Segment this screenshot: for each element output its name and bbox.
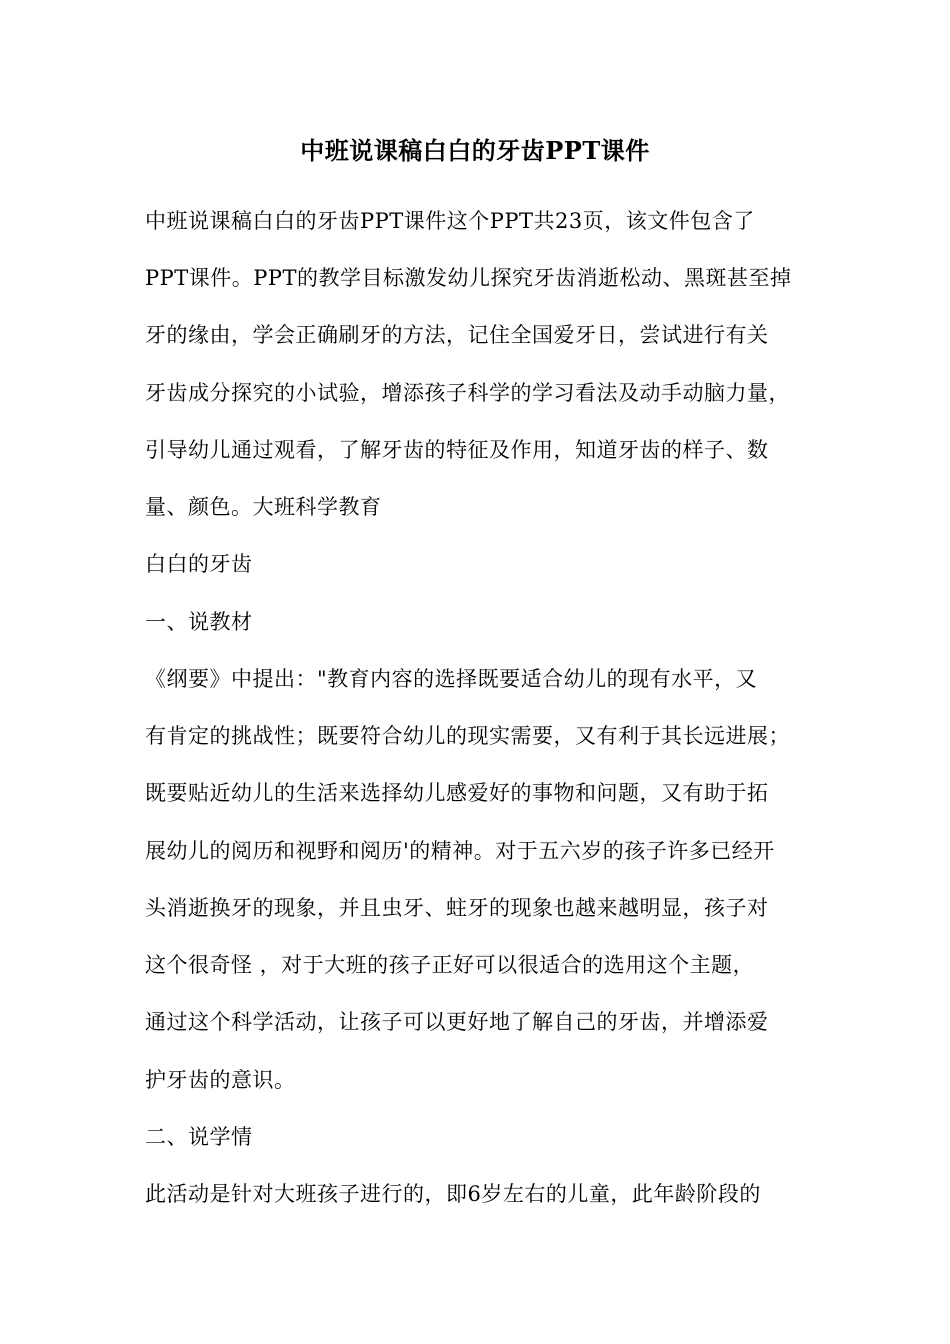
paragraph-line-7: 《纲要》中提出："教育内容的选择既要适合幼儿的现有水平，又 [145,667,758,691]
paragraph-line-1: 中班说课稿白白的牙齿PPT课件这个PPT共23页，该文件包含了 [145,209,755,233]
paragraph-line-13: 通过这个科学活动，让孩子可以更好地了解自己的牙齿，并增添爱 [145,1010,769,1034]
paragraph-line-3: 牙的缘由，学会正确刷牙的方法，记住全国爱牙日，尝试进行有关 [145,323,769,347]
section-heading-2: 二、说学情 [145,1125,253,1149]
paragraph-line-5: 引导幼儿通过观看，了解牙齿的特征及作用，知道牙齿的样子、数 [145,438,769,462]
paragraph-line-12: 这个很奇怪 ，对于大班的孩子正好可以很适合的选用这个主题， [145,953,755,977]
paragraph-line-15: 此活动是针对大班孩子进行的，即6岁左右的儿童，此年龄阶段的 [145,1182,761,1206]
paragraph-line-2: PPT课件。PPT的教学目标激发幼儿探究牙齿消逝松动、黑斑甚至掉 [145,266,792,290]
paragraph-line-4: 牙齿成分探究的小试验，增添孩子科学的学习看法及动手动脑力量， [145,381,790,405]
section-heading-1: 一、说教材 [145,610,253,634]
paragraph-line-14: 护牙齿的意识。 [145,1068,296,1092]
paragraph-line-10: 展幼儿的阅历和视野和阅历'的精神。对于五六岁的孩子许多已经开 [145,839,775,863]
document-title: 中班说课稿白白的牙齿PPT课件 [300,136,650,165]
paragraph-line-11: 头消逝换牙的现象，并且虫牙、蛀牙的现象也越来越明显，孩子对 [145,896,769,920]
paragraph-line-8: 有肯定的挑战性；既要符合幼儿的现实需要，又有利于其长远进展； [145,724,790,748]
subheading-white-teeth: 白白的牙齿 [145,552,253,576]
paragraph-line-9: 既要贴近幼儿的生活来选择幼儿感爱好的事物和问题，又有助于拓 [145,781,769,805]
paragraph-line-6: 量、颜色。大班科学教育 [145,495,382,519]
